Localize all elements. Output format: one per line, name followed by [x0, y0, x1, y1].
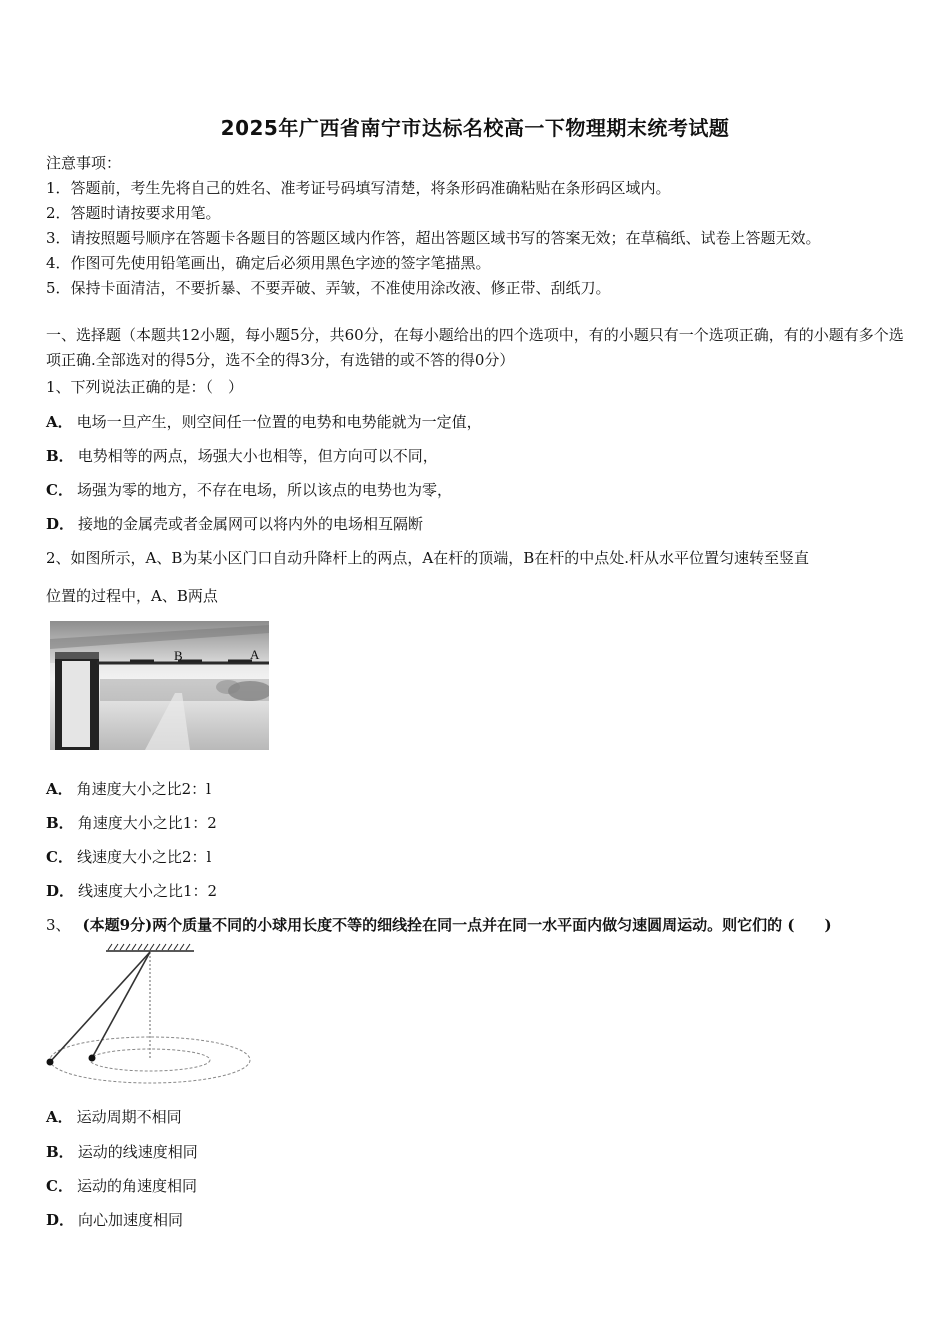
option-label: B． — [46, 1143, 74, 1161]
notice-heading: 注意事项： — [46, 154, 122, 172]
q1-stem: 1、下列说法正确的是：（ ） — [46, 378, 244, 396]
q3-stem — [46, 914, 832, 935]
option-text: 场强为零的地方，不存在电场，所以该点的电势也为零， — [76, 481, 452, 499]
option-text: 运动的角速度相同 — [76, 1177, 197, 1195]
q2-option-b[interactable] — [46, 812, 217, 833]
barrier-gate-figure — [50, 621, 269, 750]
notice-item-4: 4．作图可先使用铅笔画出，确定后必须用黑色字迹的签字笔描黑。 — [46, 254, 491, 272]
option-label: B． — [46, 447, 74, 465]
notice-item-1: 1．答题前，考生先将自己的姓名、准考证号码填写清楚，将条形码准确粘贴在条形码区域内。 — [46, 179, 671, 197]
label-a: A — [250, 647, 260, 662]
option-label: C． — [46, 848, 73, 866]
page-title: 2025年广西省南宁市达标名校高一下物理期末统考试题 — [220, 116, 730, 140]
q1-option-a[interactable] — [46, 411, 482, 432]
q2-option-c[interactable] — [46, 846, 211, 867]
option-label: C． — [46, 481, 73, 499]
label-b: B — [174, 648, 183, 663]
q3-option-c[interactable] — [46, 1175, 197, 1196]
option-text: 线速度大小之比2：l — [76, 848, 212, 866]
q3-option-b[interactable] — [46, 1141, 198, 1162]
option-text: 运动的线速度相同 — [77, 1143, 198, 1161]
option-label: A． — [46, 780, 73, 798]
q3-text: (本题9分)两个质量不同的小球用长度不等的细线拴在同一点并在同一水平面内做匀速圆周运动。则它们的 ( ) — [82, 916, 832, 934]
section-heading: 一、选择题（本题共12小题，每小题5分，共60分，在每小题给出的四个选项中，有的小题只有一个选项正确，有的小题有多个选项正确.全部选对的得5分，选不全的得3分，有选错的或不答的得0分） — [46, 326, 904, 369]
q2-stem-line2: 位置的过程中，A、B两点 — [46, 587, 218, 605]
option-label: D． — [46, 515, 75, 533]
option-text: 电场一旦产生，则空间任一位置的电势和电势能就为一定值， — [76, 413, 482, 431]
q2-option-d[interactable] — [46, 880, 217, 901]
option-label: A． — [46, 1108, 73, 1126]
q3-number: 3、 — [46, 916, 71, 934]
q1-option-d[interactable] — [46, 513, 423, 534]
option-text: 角速度大小之比1：2 — [77, 814, 217, 832]
conical-pendulum-figure — [40, 940, 255, 1090]
option-text: 角速度大小之比2：l — [76, 780, 211, 798]
option-label: D． — [46, 882, 75, 900]
q2-option-a[interactable] — [46, 778, 211, 799]
notice-item-3: 3．请按照题号顺序在答题卡各题目的答题区域内作答，超出答题区域书写的答案无效；在草稿纸、试卷上答题无效。 — [46, 229, 821, 247]
q3-option-a[interactable] — [46, 1106, 182, 1127]
option-text: 向心加速度相同 — [78, 1211, 184, 1229]
q2-stem-line1: 2、如图所示，A、B为某小区门口自动升降杆上的两点，A在杆的顶端，B在杆的中点处.杆从水平位置匀速转至竖直 — [46, 549, 810, 567]
q1-option-b[interactable] — [46, 445, 438, 466]
option-label: A． — [46, 413, 73, 431]
option-label: B． — [46, 814, 74, 832]
option-text: 线速度大小之比1：2 — [78, 882, 218, 900]
q3-option-d[interactable] — [46, 1209, 183, 1230]
option-label: C． — [46, 1177, 73, 1195]
notice-item-5: 5．保持卡面清洁，不要折暴、不要弄破、弄皱，不准使用涂改液、修正带、刮纸刀。 — [46, 279, 611, 297]
option-text: 运动周期不相同 — [76, 1108, 182, 1126]
option-text: 电势相等的两点，场强大小也相等，但方向可以不同， — [77, 447, 438, 465]
option-label: D． — [46, 1211, 75, 1229]
notice-item-2: 2．答题时请按要求用笔。 — [46, 204, 221, 222]
q1-option-c[interactable] — [46, 479, 452, 500]
option-text: 接地的金属壳或者金属网可以将内外的电场相互隔断 — [78, 515, 424, 533]
